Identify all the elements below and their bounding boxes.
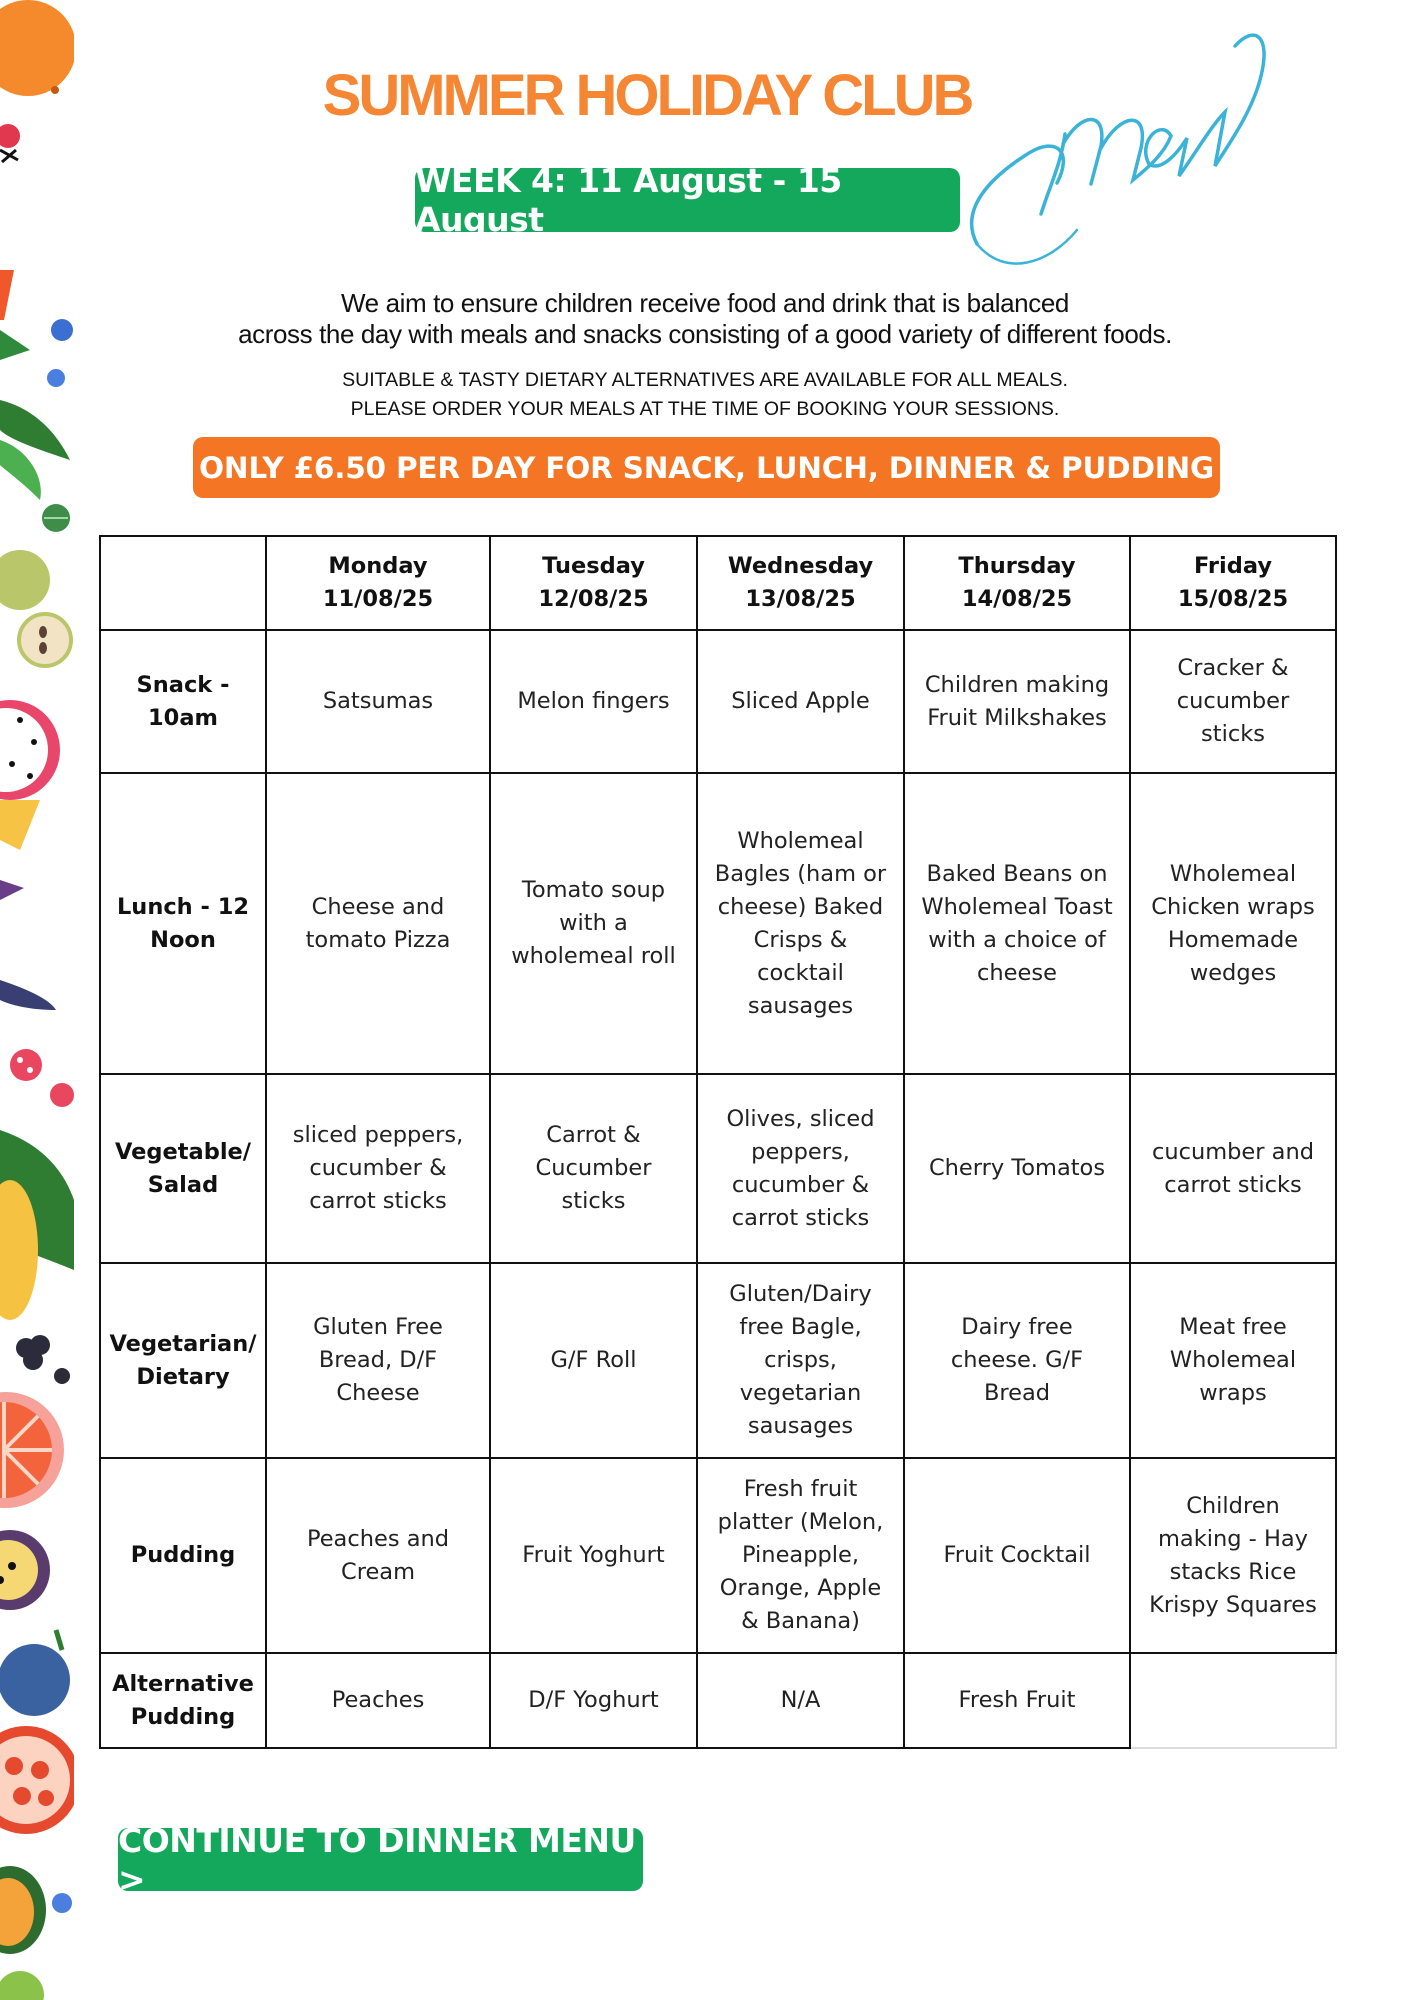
menu-cell <box>266 1263 490 1458</box>
cell-line: with a <box>559 910 628 936</box>
cell-line: Dairy free <box>961 1314 1073 1340</box>
cell-line: Alternative <box>112 1670 254 1697</box>
menu-cell <box>490 1074 697 1263</box>
cell-line: Cracker & <box>1177 655 1289 681</box>
cell-line: D/F Yoghurt <box>528 1687 659 1713</box>
cell-line: wedges <box>1189 959 1277 986</box>
price-banner: ONLY £6.50 PER DAY FOR SNACK, LUNCH, DINNER & PUDDING <box>193 437 1220 498</box>
row-label <box>100 1263 266 1458</box>
cell-line: Satsumas <box>322 688 434 714</box>
menu-cell <box>266 1458 490 1653</box>
cell-line: sliced peppers, <box>292 1122 464 1148</box>
menu-cell <box>266 630 490 773</box>
leaf-icon <box>0 400 70 500</box>
day-name: Friday <box>1193 553 1272 579</box>
cell-line: Fruit Milkshakes <box>927 704 1107 731</box>
cell-line: carrot sticks <box>731 1204 870 1231</box>
cell-line: cucumber and <box>1151 1138 1315 1165</box>
day-date: 15/08/25 <box>1177 586 1289 612</box>
menu-cell <box>490 1263 697 1458</box>
table-row <box>100 630 1336 773</box>
cell-line: Baked Beans on <box>926 860 1108 887</box>
cell-line: peppers, <box>751 1138 850 1165</box>
menu-cell <box>490 1458 697 1653</box>
day-name: Tuesday <box>542 553 645 579</box>
cell-line: Bagles (ham or <box>714 860 887 887</box>
grapefruit-icon <box>0 1392 64 1508</box>
cell-line: sticks <box>1201 721 1265 747</box>
cell-line: sausages <box>747 992 854 1019</box>
cell-line: 10am <box>148 704 218 731</box>
cell-line: Snack - <box>136 671 230 698</box>
corner-cell <box>100 536 266 630</box>
notice-line-1: SUITABLE & TASTY DIETARY ALTERNATIVES ARE AVAILABLE FOR ALL MEALS. <box>342 369 1068 391</box>
intro-line-1: We aim to ensure children receive food and drink that is balanced <box>341 288 1069 318</box>
table-row <box>100 1074 1336 1263</box>
week-banner: WEEK 4: 11 August - 15 August <box>415 168 960 232</box>
passionfruit-icon <box>0 1530 50 1610</box>
pineapple-icon <box>0 1130 74 1320</box>
cell-line: wholemeal roll <box>511 943 676 969</box>
watermelon-icon <box>0 270 30 360</box>
menu-cell <box>904 630 1130 773</box>
menu-cell <box>266 773 490 1074</box>
cell-line: cucumber <box>1176 688 1290 714</box>
cell-line: vegetarian <box>739 1380 862 1406</box>
row-label <box>100 1074 266 1263</box>
menu-script-text: menu <box>965 16 968 17</box>
cell-line: Chicken wraps <box>1151 893 1315 920</box>
berry-icon <box>0 124 20 162</box>
day-header-tuesday <box>490 536 697 630</box>
cell-line: stacks Rice <box>1169 1558 1297 1585</box>
menu-cell <box>697 1653 904 1748</box>
cell-line: Wholemeal <box>1169 860 1297 887</box>
kiwi-icon <box>0 1971 44 2000</box>
fruit-decoration-strip <box>0 0 74 2000</box>
cell-line: Children <box>1186 1492 1280 1519</box>
menu-cell <box>904 1074 1130 1263</box>
menu-cell <box>1130 630 1336 773</box>
day-header-thursday <box>904 536 1130 630</box>
pomegranate-icon <box>0 1726 74 1834</box>
cell-line: Olives, sliced <box>726 1105 875 1132</box>
table-header-row <box>100 536 1336 630</box>
page-title-text: SUMMER HOLIDAY CLUB <box>322 63 972 128</box>
cell-line: carrot sticks <box>1164 1171 1302 1198</box>
dietary-notice <box>140 366 1270 424</box>
day-name: Wednesday <box>727 553 874 579</box>
cell-line: Wholemeal <box>737 827 864 854</box>
cell-line: Orange, Apple <box>719 1575 882 1601</box>
menu-cell <box>697 1263 904 1458</box>
menu-cell <box>904 1263 1130 1458</box>
cell-line: Cream <box>340 1558 415 1585</box>
day-date: 12/08/25 <box>538 586 649 612</box>
menu-cell-empty <box>1130 1653 1336 1748</box>
blackberry-icon <box>16 1335 70 1384</box>
day-name: Thursday <box>958 553 1076 579</box>
table-row <box>100 1263 1336 1458</box>
cell-line: cocktail <box>757 959 844 986</box>
menu-cell <box>1130 773 1336 1074</box>
cell-line: Peaches and <box>306 1525 450 1552</box>
menu-cell <box>904 773 1130 1074</box>
cell-line: platter (Melon, <box>717 1509 884 1535</box>
cell-line: & Banana) <box>741 1608 860 1634</box>
cell-line: Melon fingers <box>517 688 670 714</box>
blueberry-icon <box>47 319 73 387</box>
menu-cell <box>1130 1074 1336 1263</box>
cell-line: Crisps & <box>753 926 848 953</box>
menu-cell <box>490 773 697 1074</box>
menu-script-word <box>965 16 1295 286</box>
table-row <box>100 1458 1336 1653</box>
cell-line: sticks <box>561 1188 626 1214</box>
cell-line: G/F Roll <box>550 1347 637 1373</box>
notice-line-2: PLEASE ORDER YOUR MEALS AT THE TIME OF BOOKING YOUR SESSIONS. <box>350 398 1060 420</box>
fig-icon <box>0 880 56 1010</box>
menu-cell <box>697 1074 904 1263</box>
cell-line: wraps <box>1199 1380 1267 1406</box>
cell-line: Fresh Fruit <box>958 1687 1076 1713</box>
menu-cell <box>904 1653 1130 1748</box>
table-row <box>100 1653 1336 1748</box>
cell-line: Gluten/Dairy <box>729 1281 872 1307</box>
cell-line: Vegetable/ <box>114 1138 252 1165</box>
cell-line: Bread, D/F <box>318 1347 438 1373</box>
cell-line: Krispy Squares <box>1149 1591 1317 1618</box>
cell-line: Pineapple, <box>741 1542 860 1568</box>
intro-line-2: across the day with meals and snacks consisting of a good variety of different foods. <box>238 319 1172 349</box>
cell-line: Gluten Free <box>313 1314 443 1340</box>
cell-line: Carrot & <box>546 1122 641 1148</box>
menu-cell <box>697 630 904 773</box>
cell-line: cheese. G/F <box>950 1347 1084 1373</box>
row-label <box>100 1653 266 1748</box>
day-header-wednesday <box>697 536 904 630</box>
pear-icon <box>0 550 71 666</box>
cell-line: Dietary <box>136 1363 230 1390</box>
cell-line: carrot sticks <box>309 1188 447 1214</box>
cell-line: Cheese <box>336 1380 420 1406</box>
cell-line: Tomato soup <box>521 877 666 903</box>
day-date: 13/08/25 <box>745 586 856 612</box>
menu-cell <box>266 1074 490 1263</box>
gooseberry-icon <box>42 504 70 532</box>
cell-line: Fresh fruit <box>743 1476 858 1502</box>
cell-line: Wholemeal <box>1169 1347 1297 1373</box>
cell-line: Fruit Yoghurt <box>522 1542 665 1568</box>
table-row <box>100 773 1336 1074</box>
plum-icon <box>0 1630 70 1716</box>
cell-line: Sliced Apple <box>731 688 870 714</box>
cell-line: Vegetarian/ <box>109 1330 257 1357</box>
menu-cell <box>490 1653 697 1748</box>
cell-line: tomato Pizza <box>305 926 451 953</box>
cell-line: cucumber & <box>731 1171 870 1198</box>
papaya-icon <box>0 1866 72 1954</box>
day-header-friday <box>1130 536 1336 630</box>
cell-line: free Bagle, <box>739 1314 862 1340</box>
continue-to-dinner-menu-button[interactable]: CONTINUE TO DINNER MENU > <box>118 1828 643 1891</box>
cell-line: with a choice of <box>928 926 1106 953</box>
cell-line: Meat free <box>1179 1314 1287 1340</box>
day-date: 14/08/25 <box>961 586 1073 612</box>
cell-line: Peaches <box>331 1687 425 1713</box>
cell-line: Noon <box>150 926 216 953</box>
cell-line: cucumber & <box>309 1155 447 1181</box>
menu-table <box>99 535 1337 1749</box>
row-label <box>100 1458 266 1653</box>
menu-cell <box>697 1458 904 1653</box>
day-name: Monday <box>328 553 428 579</box>
row-label <box>100 630 266 773</box>
menu-cell <box>266 1653 490 1748</box>
cell-line: crisps, <box>764 1347 837 1373</box>
cell-line: cheese <box>977 959 1057 986</box>
dragonfruit-icon <box>0 700 60 850</box>
cell-line: Bread <box>983 1380 1051 1406</box>
cell-line: making - Hay <box>1158 1525 1308 1552</box>
cell-line: sausages <box>747 1413 854 1439</box>
cell-line: Cucumber <box>535 1155 652 1181</box>
menu-cell <box>1130 1458 1336 1653</box>
cell-line: Cherry Tomatos <box>928 1155 1106 1181</box>
cell-line: cheese) Baked <box>717 893 884 920</box>
cell-line: Lunch - 12 <box>116 893 250 920</box>
cell-line: Pudding <box>130 1703 236 1730</box>
row-label <box>100 773 266 1074</box>
day-header-monday <box>266 536 490 630</box>
menu-cell <box>490 630 697 773</box>
cell-line: Cheese and <box>311 893 445 920</box>
cell-line: Children making <box>924 671 1110 698</box>
intro-text <box>140 288 1270 350</box>
cell-line: Wholemeal Toast <box>921 893 1113 920</box>
cell-line: Pudding <box>130 1542 236 1568</box>
menu-cell <box>697 773 904 1074</box>
cell-line: N/A <box>780 1687 821 1713</box>
menu-cell <box>904 1458 1130 1653</box>
cell-line: Salad <box>147 1171 219 1198</box>
raspberry-icon <box>10 1049 74 1107</box>
menu-cell <box>1130 1263 1336 1458</box>
cell-line: Homemade <box>1167 926 1299 953</box>
cell-line: Fruit Cocktail <box>943 1542 1091 1568</box>
day-date: 11/08/25 <box>322 586 434 612</box>
